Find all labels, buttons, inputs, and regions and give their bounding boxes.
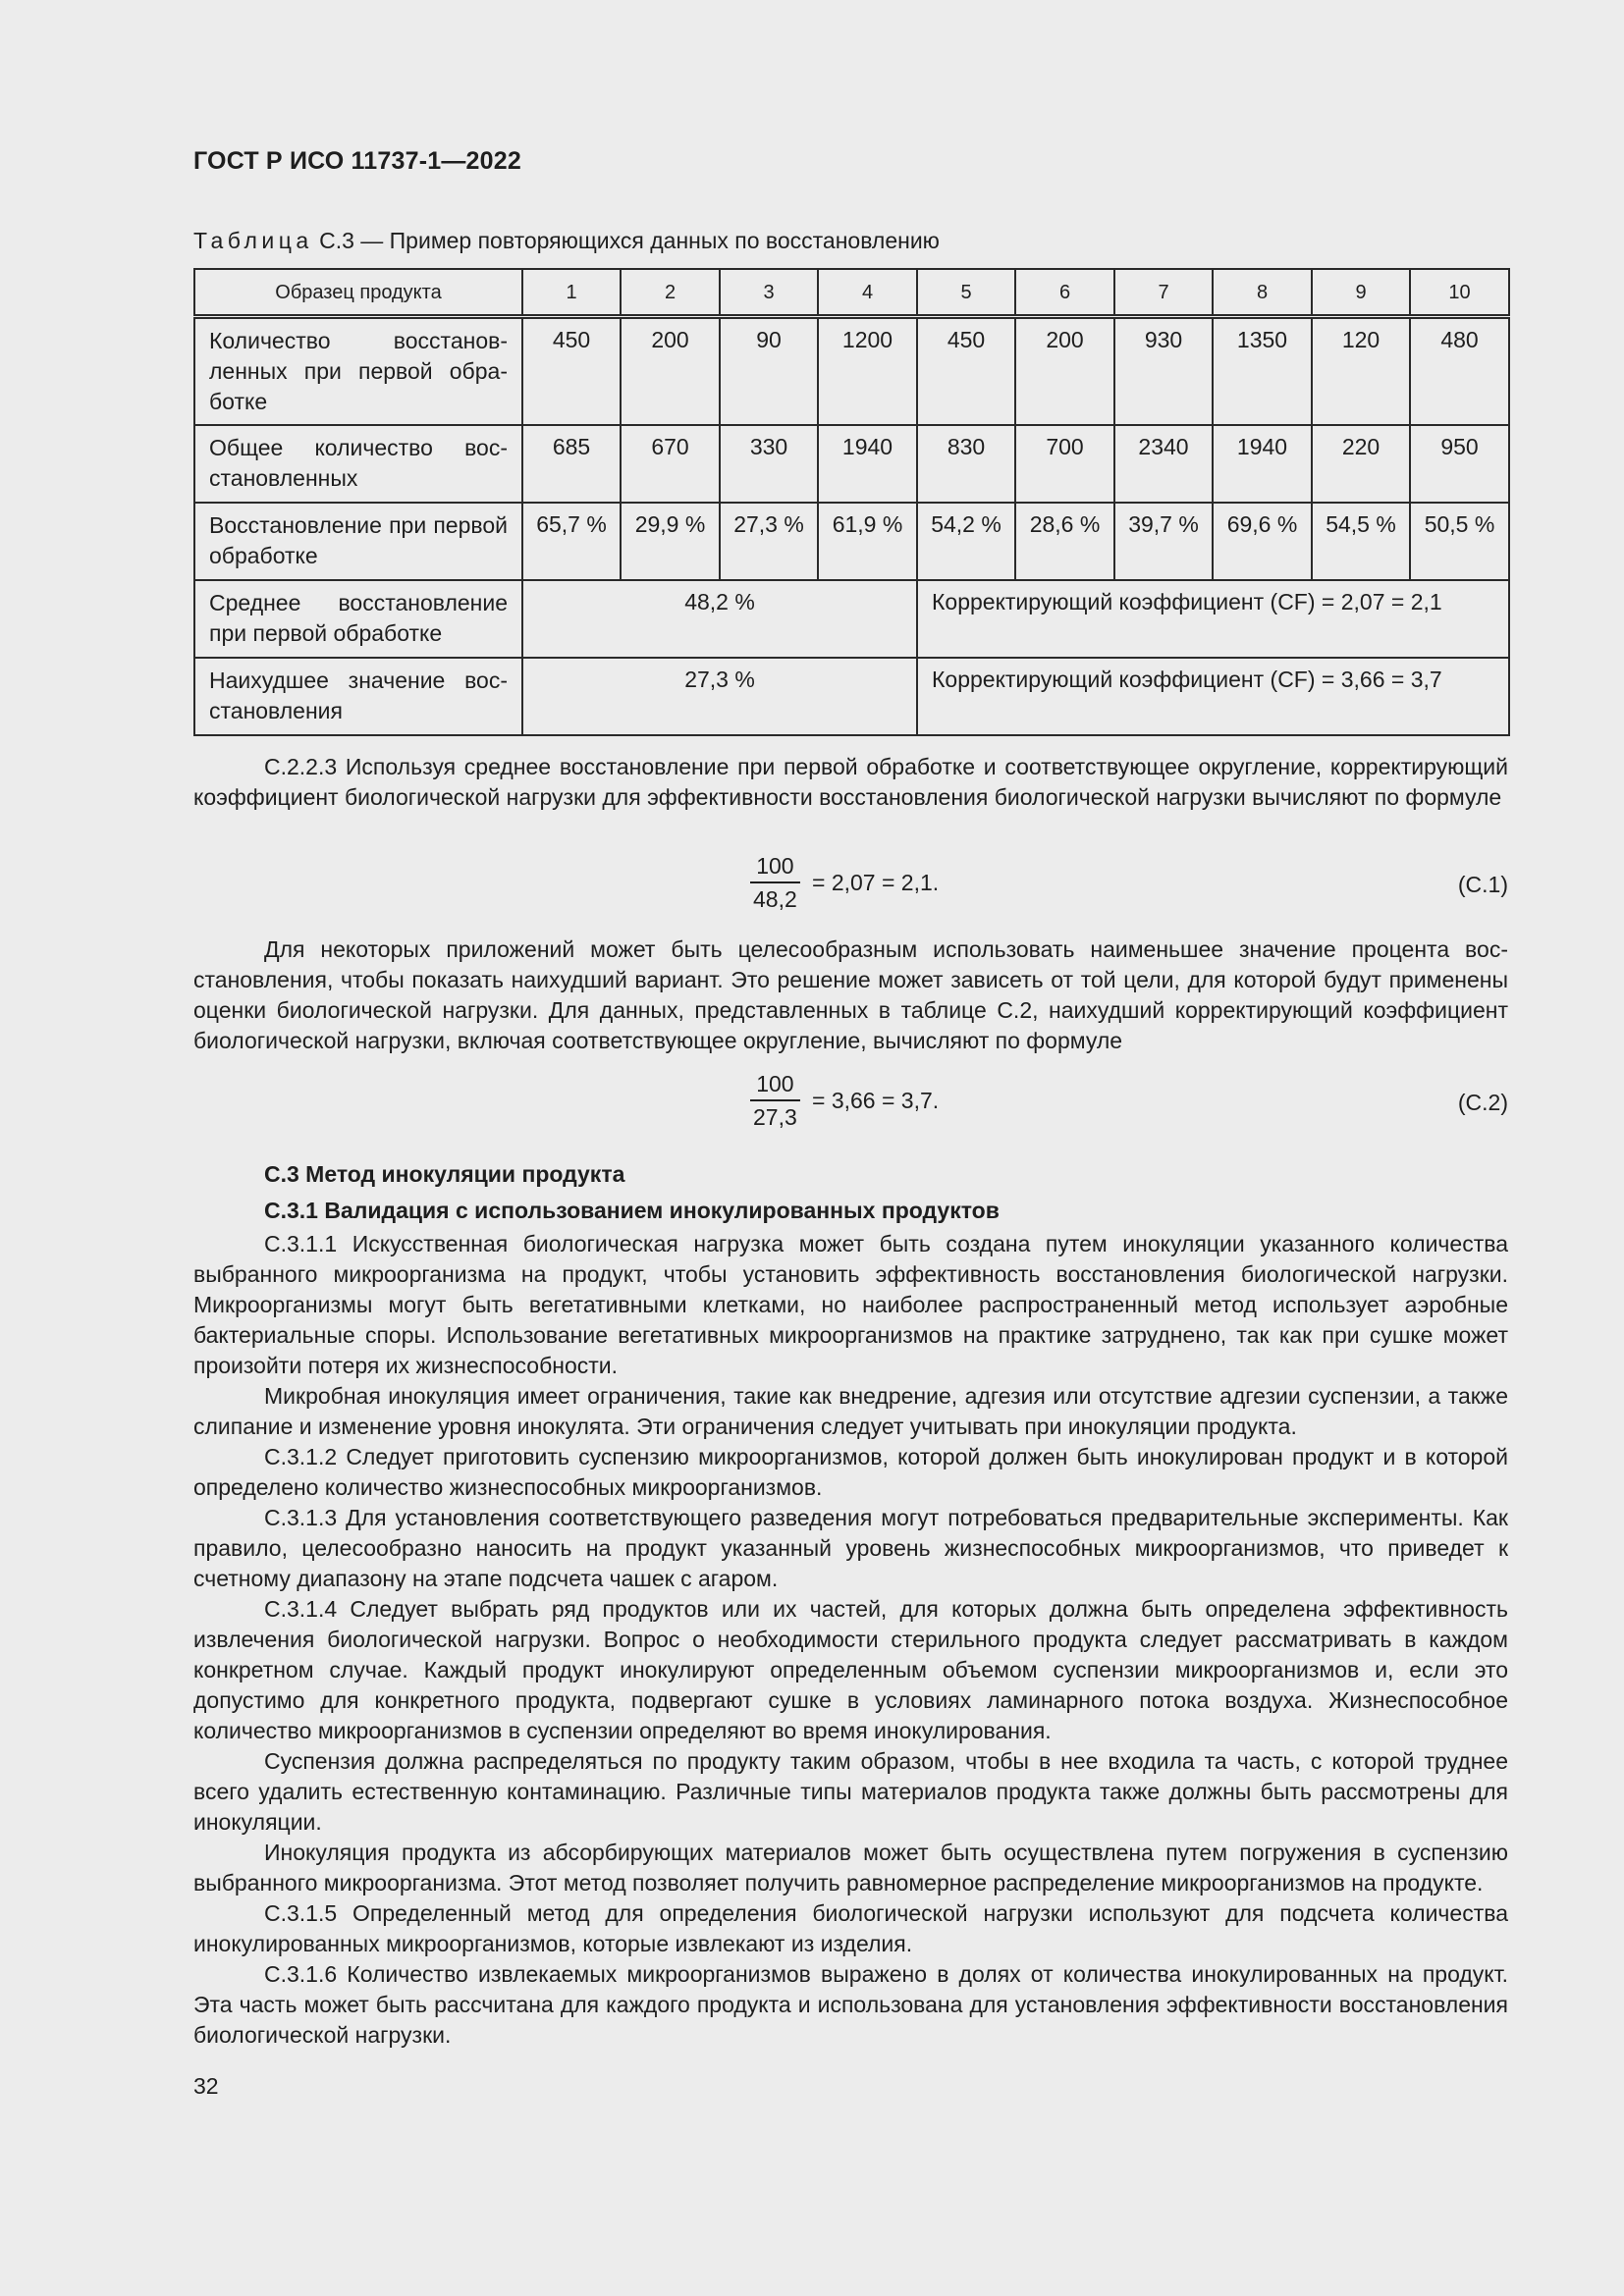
paragraph: C.2.2.3 Используя среднее восстановление при первой обработке и соответствующее округление, корректирующий коэффициент биологической нагрузки для эффективности восстановления биологической нагрузки вычисляют по формуле (193, 754, 1508, 810)
table-caption-prefix: Таблица (193, 228, 313, 253)
header-cell: 9 (1312, 269, 1410, 317)
paragraph: Суспензия должна распределяться по продукту таким образом, чтобы в нее входила та часть, с которой труднее всего удалить естественную контаминацию. Различные типы материалов продукта также должны быть рассмотрены для инокуляции. (193, 1748, 1508, 1835)
table-cell: 2340 (1114, 425, 1213, 503)
formula-c2 (193, 1068, 1508, 1145)
table-cell: 220 (1312, 425, 1410, 503)
formula-number: (C.2) (1457, 1090, 1508, 1115)
table-cell: 28,6 % (1015, 503, 1114, 580)
table-row (194, 425, 1509, 503)
header-cell: 8 (1213, 269, 1312, 317)
section-heading: C.3 Метод инокуляции продукта (264, 1161, 625, 1187)
table-cell: 69,6 % (1213, 503, 1312, 580)
table-cell: 480 (1410, 317, 1509, 426)
fraction (750, 1070, 800, 1131)
paragraph: Микробная инокуляция имеет ограничения, такие как внедрение, адгезия или отсутствие адгезии суспензии, а также слипание и изменение уровня инокулята. Эти ограничения следует учитывать при инокуляции продукта. (193, 1383, 1508, 1439)
summary-value: 27,3 % (522, 658, 917, 735)
paragraph: C.3.1.2 Следует приготовить суспензию микроорганизмов, которой должен быть инокулирован продукт и в которой определено количество жизнеспособных микроорганизмов. (193, 1444, 1508, 1500)
header-cell: 5 (917, 269, 1015, 317)
summary-value: 48,2 % (522, 580, 917, 658)
header-cell-label: Образец продукта (194, 269, 522, 317)
fraction-numerator: 100 (750, 1070, 800, 1101)
header-cell: 3 (720, 269, 818, 317)
table-cell: 61,9 % (818, 503, 917, 580)
header-cell: 6 (1015, 269, 1114, 317)
table-header-row (194, 269, 1509, 317)
subsection-heading: C.3.1 Валидация с использованием инокулированных продуктов (264, 1198, 1000, 1223)
table-cell: 120 (1312, 317, 1410, 426)
table-cell: 29,9 % (621, 503, 720, 580)
table-cell: 930 (1114, 317, 1213, 426)
header-cell: 2 (621, 269, 720, 317)
table-cell: 54,2 % (917, 503, 1015, 580)
paragraph: Инокуляция продукта из абсорбирующих материалов может быть осуществлена путем погружения в суспензию выбранного микроорганизма. Этот метод позволяет получить равномерное распределение микроорганизмов на продукте. (193, 1840, 1508, 1896)
fraction-denominator: 48,2 (753, 886, 797, 912)
table-cell: 450 (917, 317, 1015, 426)
table-cell: 1350 (1213, 317, 1312, 426)
table-caption-text: С.3 — Пример повторяющихся данных по восстановлению (312, 228, 940, 253)
correction-factor-cell: Корректирующий коэффициент (CF) = 2,07 = 2,1 (917, 580, 1509, 658)
header-cell: 7 (1114, 269, 1213, 317)
table-row (194, 317, 1509, 426)
paragraph-block (193, 934, 1508, 1056)
fraction (750, 852, 800, 913)
paragraph: C.3.1.4 Следует выбрать ряд продуктов или их частей, для которых должна быть определена эффективность извлечения биологической нагрузки. Вопрос о необходимости стерильного продукта следует рассматривать в каждом конкретном случае. Каждый продукт инокулируют определенным объемом суспензии микроорганизмов и, если это допустимо для конкретного продукта, подвергают сушке в условиях ламинарного потока воздуха. Жизнеспособное количество микроорганизмов в суспензии определяют во время инокулирования. (193, 1596, 1508, 1743)
formula-result: = 2,07 = 2,1. (812, 870, 940, 895)
table-cell: 54,5 % (1312, 503, 1410, 580)
table-cell: 685 (522, 425, 621, 503)
table-cell: 50,5 % (1410, 503, 1509, 580)
table-cell: 39,7 % (1114, 503, 1213, 580)
table-cell: 950 (1410, 425, 1509, 503)
paragraph: Для некоторых приложений может быть целесообразным использовать наименьшее значение процента восстановления, чтобы показать наихудший вариант. Это решение может зависеть от той цели, для которой будут применены оценки биологической нагрузки. Для данных, представленных в таблице C.2, наихудший корректирующий коэффициент биологической нагрузки, включая соответствующее округление, вычисляют по формуле (193, 936, 1508, 1053)
table-cell: 670 (621, 425, 720, 503)
table-cell: 1200 (818, 317, 917, 426)
paragraph: C.3.1.1 Искусственная биологическая нагрузка может быть создана путем инокуляции указанного количества выбранного микроорганизма на продукт, чтобы установить эффективность восстановления биологической нагрузки. Микроорганизмы могут быть вегетативными клетками, но наиболее распространенный метод использует аэробные бактериальные споры. Использование вегетативных микроорганизмов на практике затруднено, так как при сушке может произойти потеря их жизнеспособности. (193, 1231, 1508, 1378)
header-cell: 1 (522, 269, 621, 317)
formula-result: = 3,66 = 3,7. (812, 1088, 940, 1113)
correction-factor-cell: Корректирующий коэффициент (CF) = 3,66 = 3,7 (917, 658, 1509, 735)
table-cell: 200 (621, 317, 720, 426)
table-caption (193, 228, 940, 254)
row-label: Количество восстановленных при первой обработке (194, 317, 522, 426)
header-cell: 4 (818, 269, 917, 317)
row-label: Восстановление при первой обработке (194, 503, 522, 580)
recovery-data-table (193, 268, 1510, 736)
fraction-numerator: 100 (750, 852, 800, 883)
table-cell: 1940 (1213, 425, 1312, 503)
table-cell: 330 (720, 425, 818, 503)
table-cell: 450 (522, 317, 621, 426)
table-cell: 65,7 % (522, 503, 621, 580)
table-cell: 700 (1015, 425, 1114, 503)
paragraph: C.3.1.6 Количество извлекаемых микроорганизмов выражено в долях от количества инокулированных на продукт. Эта часть может быть рассчитана для каждого продукта и использована для установления эффективности восстановления биологической нагрузки. (193, 1961, 1508, 2048)
summary-row (194, 580, 1509, 658)
table-cell: 27,3 % (720, 503, 818, 580)
fraction-denominator: 27,3 (753, 1104, 797, 1130)
table-cell: 1940 (818, 425, 917, 503)
table-cell: 200 (1015, 317, 1114, 426)
section-c3 (193, 1156, 1508, 2051)
summary-row (194, 658, 1509, 735)
formula-c1 (193, 850, 1508, 927)
table-cell: 830 (917, 425, 1015, 503)
row-label: Общее количество восстановленных (194, 425, 522, 503)
row-label: Наихудшее значение восстановления (194, 658, 522, 735)
page-number: 32 (193, 2073, 219, 2099)
table-row (194, 503, 1509, 580)
table-cell: 90 (720, 317, 818, 426)
row-label: Среднее восстановление при первой обработке (194, 580, 522, 658)
paragraph: C.3.1.3 Для установления соответствующего разведения могут потребоваться предварительные эксперименты. Как правило, целесообразно наносить на продукт указанный уровень жизнеспособных микроорганизмов, что приведет к счетному диапазону на этапе подсчета чашек с агаром. (193, 1505, 1508, 1591)
header-cell: 10 (1410, 269, 1509, 317)
paragraph-block (193, 752, 1508, 813)
paragraph: C.3.1.5 Определенный метод для определения биологической нагрузки используют для подсчета количества инокулированных микроорганизмов, которые извлекают из изделия. (193, 1900, 1508, 1956)
document-header: ГОСТ Р ИСО 11737-1—2022 (193, 147, 521, 175)
formula-number: (C.1) (1457, 872, 1508, 897)
